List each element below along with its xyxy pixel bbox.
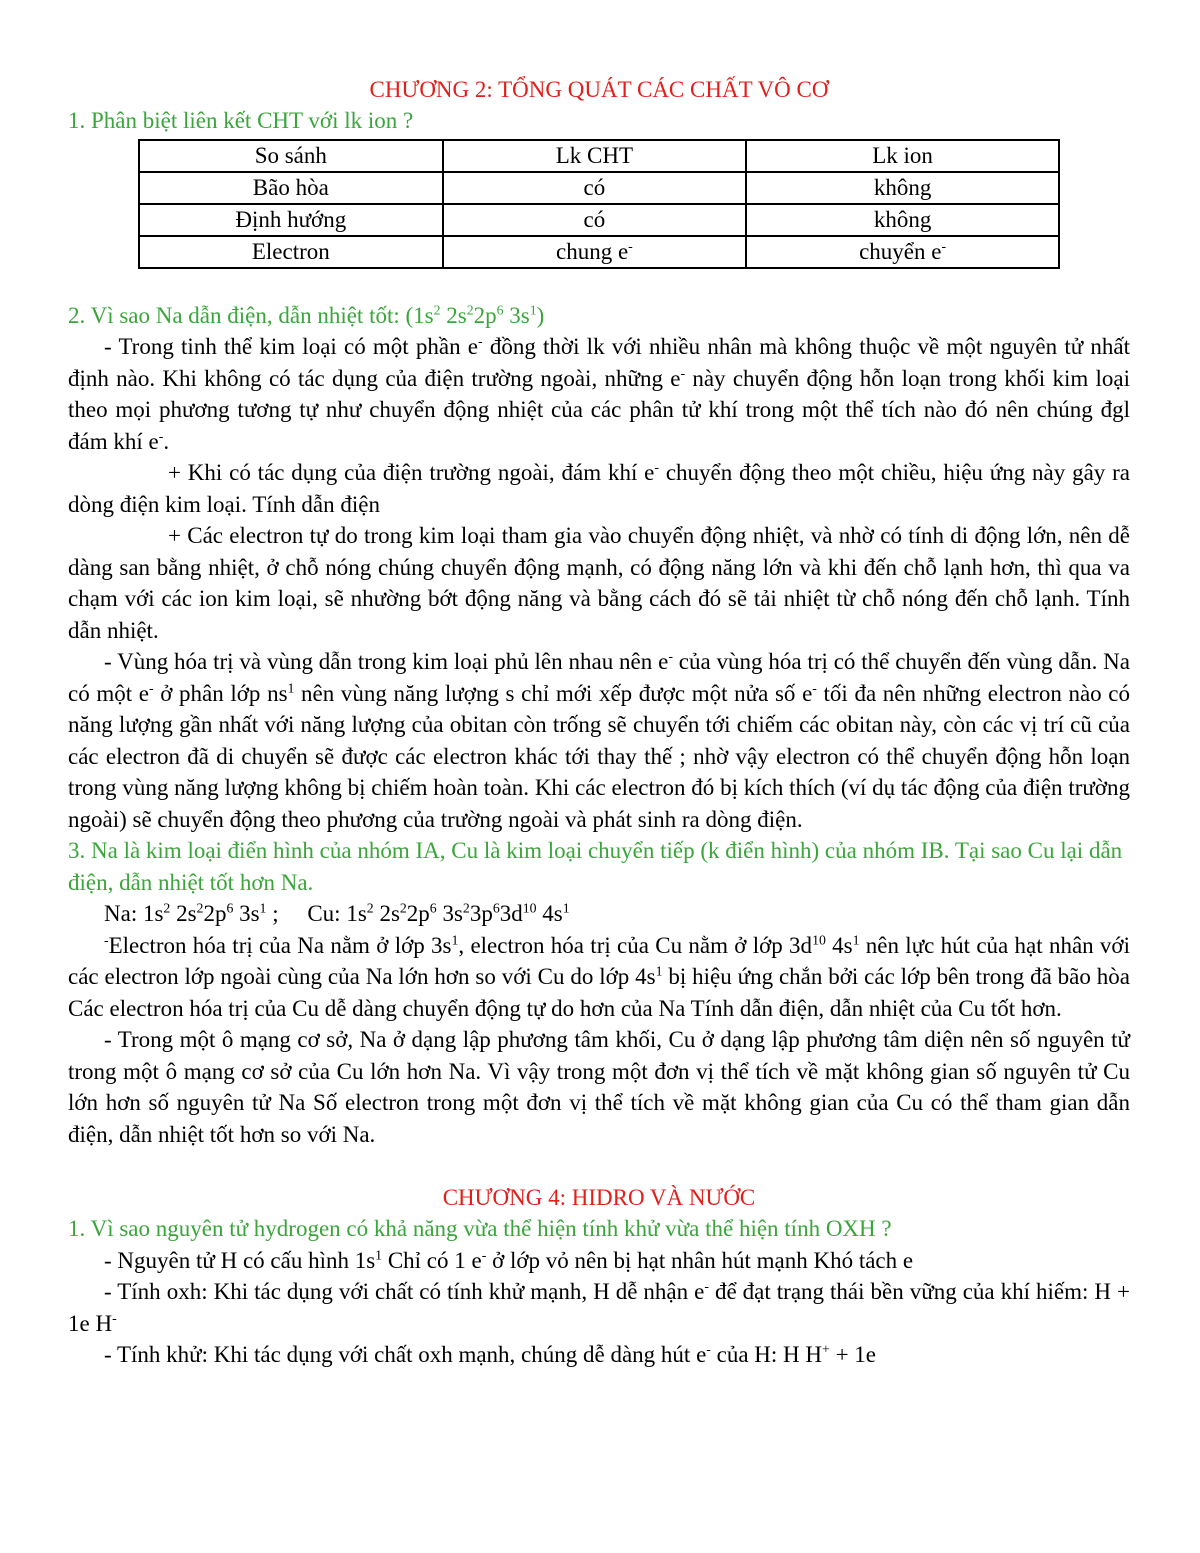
superscript: 2 [366,900,374,916]
text: + 1e [829,1342,876,1367]
superscript: 2 [399,900,407,916]
superscript: - [478,333,483,349]
text: ; Cu: 1s [266,901,367,926]
superscript: 6 [429,900,437,916]
table-cell: Bão hòa [139,172,443,204]
superscript: 1 [259,900,267,916]
superscript: - [481,1247,487,1263]
paragraph-thermal: + Các electron tự do trong kim loại tham gia vào chuyển động nhiệt, và nhờ có tính di động lớn, nên dễ dàng san bằng nhiệt, ở chỗ nóng chúng chuyển động mạnh, có động năng lớn và khi đến chỗ lạnh hơn, thì qua va chạm với các ion kim loại, sẽ nhường bớt động năng và bằng cách đó sẽ tải nhiệt từ chỗ nóng đến chỗ lạnh. Tính dẫn nhiệt. [68,523,1130,643]
superscript: - [104,932,109,948]
line-hydrogen-config [68,1245,1130,1277]
chapter-2-title: CHƯƠNG 2: TỔNG QUÁT CÁC CHẤT VÔ CƠ [369,77,829,102]
q2-text: ) [536,302,545,328]
text: 4s [536,901,563,926]
superscript: - [706,1341,711,1357]
text: Electron hóa trị của Na nằm ở lớp 3s [108,932,452,958]
superscript: 1 [655,963,663,979]
table-header-cell: So sánh [139,140,443,172]
q2-text: 3s [503,302,530,328]
table-cell: có [443,172,747,204]
superscript: - [704,1278,709,1294]
table-cell: Electron [139,236,443,268]
text: này chuyển động hỗn loạn trong khối kim loại theo mọi phương tương tự như chuyển động nhiệt của các phân tử khí trong một thể tích nào đó nên chúng đgl đám khí e [68,365,1130,454]
text: 4s [825,932,853,958]
superscript: 1 [375,1247,383,1263]
superscript: - [148,680,154,696]
text: . [163,428,170,454]
text: chuyển động theo một chiều, hiệu ứng này gây ra dòng điện kim loại. Tính dẫn điện [68,460,1130,517]
table-header-cell: Lk CHT [443,140,747,172]
q2-text: 2p [473,302,497,328]
table-cell [746,236,1059,268]
electron-configuration [68,898,1130,930]
text: 3d [499,901,523,926]
spacer [68,1150,1130,1182]
text: bị hiệu ứng chắn bởi các lớp bên trong đã bão hòa Các electron hóa trị của Cu dễ dàng chuyển động tự do hơn của Na Tính dẫn điện, dẫn nhiệt của Cu tốt hơn. [68,964,1130,1021]
text: + Khi có tác dụng của điện trường ngoài, đám khí e [168,460,655,485]
superscript: 10 [522,900,537,916]
superscript: 1 [852,932,860,948]
text: để đạt trạng thái bền vững của khí hiếm: H + 1e H [68,1279,1130,1336]
superscript: - [158,428,164,444]
text: 2p [406,901,430,926]
table-cell: không [746,172,1059,204]
text: ở lớp vỏ nên bị hạt nhân hút mạnh Khó tách e [486,1247,914,1273]
question-2-heading [68,300,1130,332]
superscript: - [628,238,633,254]
text: 2s [170,901,197,926]
table-header-row [139,140,1059,172]
text: - Nguyên tử H có cấu hình 1s [104,1247,376,1273]
superscript: 1 [287,680,295,696]
text: 3s [436,901,463,926]
table-row [139,172,1059,204]
superscript: 10 [812,932,826,948]
line-oxidizing [68,1276,1130,1339]
superscript: - [812,680,817,696]
text: nên vùng năng lượng s chỉ mới xếp được một nửa số e [294,680,813,706]
paragraph-lattice: - Trong một ô mạng cơ sở, Na ở dạng lập phương tâm khối, Cu ở dạng lập phương tâm diện nên số nguyên tử trong một ô mạng cơ sở của Cu lớn hơn Na. Vì vậy trong một đơn vị thể tích về mặt không gian số nguyên tử Cu lớn hơn số nguyên tử Na Số electron trong một đơn vị thể tích về mặt không gian của Cu có thể tham gian dẫn điện, dẫn nhiệt tốt hơn so với Na. [68,1027,1130,1147]
question-3-heading: 3. Na là kim loại điển hình của nhóm IA, Cu là kim loại chuyển tiếp (k điển hình) của nhóm IB. Tại sao Cu lại dẫn điện, dẫn nhiệt tốt hơn Na. [68,838,1123,895]
text: - Vùng hóa trị và vùng dẫn trong kim loại phủ lên nhau nên e [104,649,669,674]
table-cell: Định hướng [139,204,443,236]
paragraph-band-theory [68,646,1130,835]
superscript: 2 [433,302,441,318]
table-header-cell: Lk ion [746,140,1059,172]
text: của H: H H [710,1342,823,1367]
question-1-heading: 1. Phân biệt liên kết CHT với lk ion ? [68,108,414,133]
q2-text: 2. Vì sao Na dẫn điện, dẫn nhiệt tốt: (1s [68,302,434,328]
paragraph-valence [68,930,1130,1025]
text: , electron hóa trị của Cu nằm ở lớp 3d [458,932,813,958]
cell-text: chung e [556,239,629,264]
text: 3s [233,901,260,926]
superscript: 2 [462,900,470,916]
superscript: 6 [496,302,504,318]
paragraph-free-electrons [68,331,1130,457]
chapter-4-title: CHƯƠNG 4: HIDRO VÀ NƯỚC [442,1185,756,1210]
superscript: - [680,365,686,381]
spacer [68,269,1130,300]
table-cell: có [443,204,747,236]
superscript: 1 [451,932,459,948]
q2-text: 2s [440,302,467,328]
superscript: 2 [466,302,474,318]
text: - Tính oxh: Khi tác dụng với chất có tính khử mạnh, H dễ nhận e [104,1279,705,1304]
superscript: 1 [529,302,537,318]
table-cell: không [746,204,1059,236]
text: 2s [373,901,400,926]
table-cell [443,236,747,268]
text: của vùng hóa trị có thể chuyển đến vùng dẫn. Na có một e [68,649,1130,706]
cell-text: chuyển e [859,239,942,264]
superscript: - [941,238,947,254]
text: ở phân lớp ns [153,680,288,706]
superscript: 1 [562,900,570,916]
text: Na: 1s [104,901,164,926]
text: - Tính khử: Khi tác dụng với chất oxh mạnh, chúng dễ dàng hút e [104,1342,707,1367]
superscript: 2 [163,900,171,916]
text: Chỉ có 1 e [382,1247,482,1273]
text: - Trong tinh thể kim loại có một phần e [104,334,479,359]
text: 2p [203,901,227,926]
superscript: 6 [492,900,500,916]
superscript: - [668,648,673,664]
text: tối đa nên những electron nào có năng lượng gần nhất với năng lượng của obitan còn trống sẽ chuyển tới chiếm các obitan này, còn các vị trí cũ của các electron đã di chuyển sẽ được các electron khác tới thay thế ; nhờ vậy electron có thể chuyển động hỗn loạn trong vùng năng lượng không bị chiếm hoàn toàn. Khi các electron đó bị kích thích (ví dụ tác động của điện trường ngoài) sẽ chuyển động theo phương của trường ngoài và phát sinh ra dòng điện. [68,680,1131,832]
table-row [139,204,1059,236]
superscript: 6 [226,900,234,916]
line-reducing [68,1339,1130,1371]
chapter-4-question-1: 1. Vì sao nguyên tử hydrogen có khả năng vừa thể hiện tính khử vừa thể hiện tính OXH ? [68,1216,892,1241]
superscript: 2 [196,900,204,916]
document-page [68,74,1130,1371]
paragraph-conductivity [68,457,1130,520]
text: nên lực hút của hạt nhân với các electron lớp ngoài cùng của Na lớn hơn so với Cu do lớp 4s [68,932,1130,989]
superscript: - [112,1310,117,1326]
table-row [139,236,1059,268]
comparison-table [138,139,1060,269]
text: 3p [469,901,493,926]
superscript: - [654,459,659,475]
text: đồng thời lk với nhiều nhân mà không thuộc về một nguyên tử nhất định nào. Khi không có tác dụng của điện trường ngoài, những e [68,334,1130,391]
superscript: + [822,1341,830,1357]
